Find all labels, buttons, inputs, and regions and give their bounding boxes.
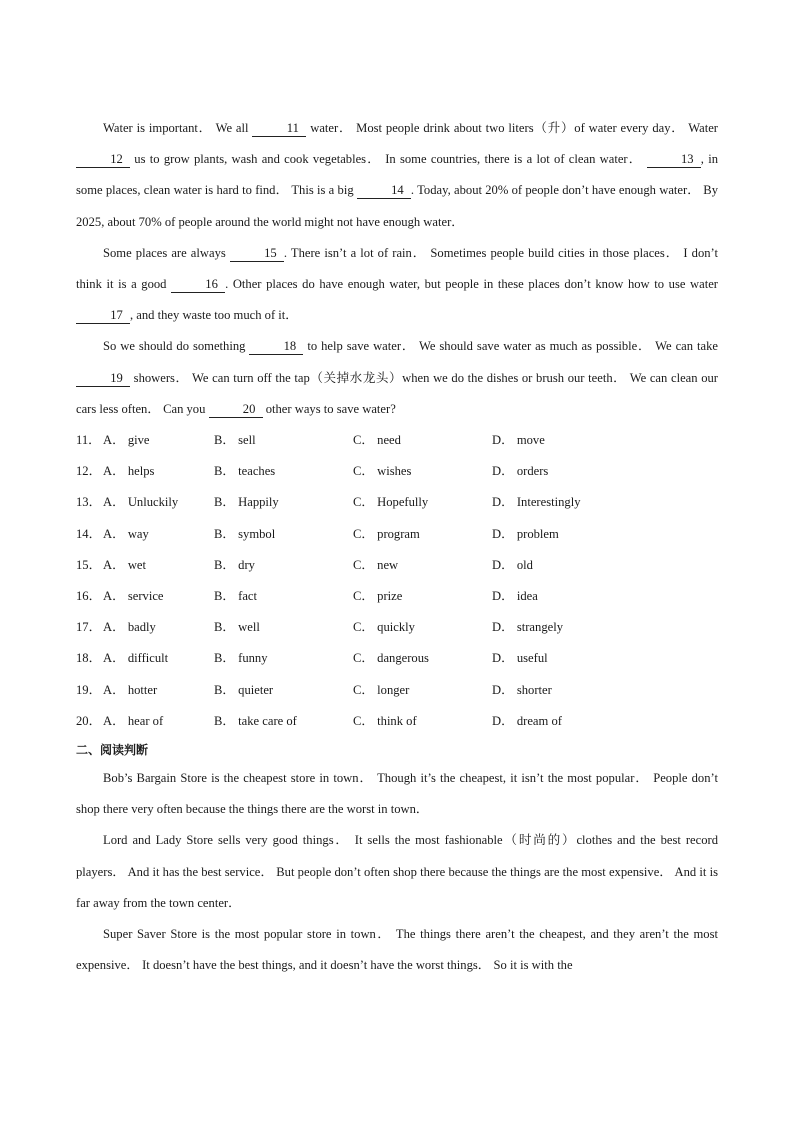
text-run: showers． We can turn off the tap（关掉水龙头）when we do the dishes or brush our teeth． We can clean our cars less often． Can you: [76, 370, 718, 416]
text-run: Water is important． We all: [103, 121, 253, 135]
option-a: A． badly: [103, 620, 156, 635]
question-row: [76, 643, 718, 674]
option-c: C． need: [353, 433, 401, 448]
text-run: So we should do something: [103, 339, 250, 354]
option-d: D． shorter: [492, 682, 552, 697]
option-d: D． strangely: [492, 620, 563, 635]
option-c: C． wishes: [353, 464, 412, 479]
blank-12: 12: [76, 152, 130, 168]
text-run: . Today, about 20% of people don’t have enough water． By 2025, about 70% of people around the world might not have enough water．: [76, 183, 718, 229]
option-b: B． Happily: [214, 495, 279, 510]
option-c: C． prize: [353, 588, 403, 603]
question-number: 14．: [76, 526, 102, 541]
option-b: B． dry: [214, 557, 255, 572]
option-d: D． useful: [492, 651, 548, 666]
reading-paragraph-1: Bob’s Bargain Store is the cheapest store in town． Though it’s the cheapest, it isn’t the most popular． People don’t shop there very often because the things there are the worst in town．: [76, 770, 718, 817]
option-d: D． move: [492, 433, 545, 448]
option-b: B． fact: [214, 588, 258, 603]
option-c: C． new: [353, 557, 399, 572]
question-row: [76, 675, 718, 706]
text-run: other ways to save water?: [262, 401, 396, 416]
option-d: D． idea: [492, 588, 538, 603]
option-b: B． well: [214, 620, 260, 635]
blank-14: 14: [357, 183, 411, 199]
text-run: Some places are always: [103, 245, 230, 260]
option-a: A． hear of: [103, 713, 164, 728]
text-run: us to grow plants, wash and cook vegetables． In some countries, there is a lot of clean water．: [130, 152, 647, 167]
blank-18: 18: [249, 339, 303, 355]
option-a: A． Unluckily: [103, 495, 179, 510]
question-number: 17．: [76, 620, 102, 635]
reading-paragraph-3: Super Saver Store is the most popular store in town． The things there aren’t the cheapest, and they aren’t the most expensive． It doesn’t have the best things, and it doesn’t have the worst things． So it is with the: [76, 926, 718, 973]
question-number: 11．: [76, 433, 101, 448]
option-c: C． program: [353, 526, 420, 541]
blank-20: 20: [209, 402, 263, 418]
text-run: , in some places, clean water is hard to find． This is a big: [76, 152, 719, 198]
text-run: , and they waste too much of it．: [130, 308, 298, 323]
question-row: [76, 581, 718, 612]
option-c: C． longer: [353, 682, 410, 697]
blank-15: 15: [230, 246, 284, 262]
question-number: 20．: [76, 713, 102, 728]
option-d: D． dream of: [492, 713, 562, 728]
question-number: 13．: [76, 495, 102, 510]
option-a: A． give: [103, 433, 150, 448]
text-run: . Other places do have enough water, but people in these places don’t know how to use water: [225, 277, 719, 292]
option-a: A． helps: [103, 464, 155, 479]
question-row: [76, 519, 718, 550]
question-options: [76, 425, 718, 737]
blank-19: 19: [76, 371, 130, 387]
option-c: C． Hopefully: [353, 495, 429, 510]
option-b: B． quieter: [214, 682, 274, 697]
document-content: [76, 113, 718, 981]
question-row: [76, 456, 718, 487]
option-a: A． hotter: [103, 682, 158, 697]
question-number: 19．: [76, 682, 102, 697]
cloze-paragraph-2: [76, 238, 718, 332]
option-b: B． take care of: [214, 713, 297, 728]
question-row: [76, 612, 718, 643]
cloze-paragraph-3: [76, 331, 718, 425]
option-a: A． wet: [103, 557, 147, 572]
text-run: to help save water． We should save water as much as possible． We can take: [303, 339, 718, 354]
option-c: C． think of: [353, 713, 417, 728]
option-a: A． difficult: [103, 651, 169, 666]
question-number: 18．: [76, 651, 102, 666]
option-c: C． quickly: [353, 620, 415, 635]
blank-17: 17: [76, 308, 130, 324]
option-d: D． orders: [492, 464, 549, 479]
option-b: B． sell: [214, 433, 256, 448]
option-a: A． service: [103, 588, 164, 603]
reading-paragraph-2: Lord and Lady Store sells very good things． It sells the most fashionable（时尚的）clothes and the best record players． And it has the best service． But people don’t often shop there because the things are the most expensive． And it is far away from the town center．: [76, 833, 718, 910]
option-b: B． symbol: [214, 526, 276, 541]
question-row: [76, 425, 718, 456]
question-number: 16．: [76, 588, 102, 603]
option-c: C． dangerous: [353, 651, 429, 666]
question-number: 15．: [76, 557, 102, 572]
option-d: D． problem: [492, 526, 559, 541]
option-d: D． old: [492, 557, 533, 572]
blank-11: 11: [252, 121, 306, 137]
question-row: [76, 487, 718, 518]
blank-16: 16: [171, 277, 225, 293]
option-d: D． Interestingly: [492, 495, 581, 510]
option-b: B． teaches: [214, 464, 276, 479]
option-a: A． way: [103, 526, 149, 541]
question-row: [76, 706, 718, 737]
option-b: B． funny: [214, 651, 268, 666]
question-row: [76, 550, 718, 581]
section-title: 二、阅读判断: [76, 742, 149, 757]
blank-13: 13: [647, 152, 701, 168]
question-number: 12．: [76, 464, 102, 479]
cloze-paragraph-1: [76, 113, 718, 238]
text-run: . There isn’t a lot of rain． Sometimes people build cities in those places． I don’t think it is a good: [76, 245, 719, 292]
text-run: water． Most people drink about two liters（升）of water every day． Water: [306, 121, 718, 135]
